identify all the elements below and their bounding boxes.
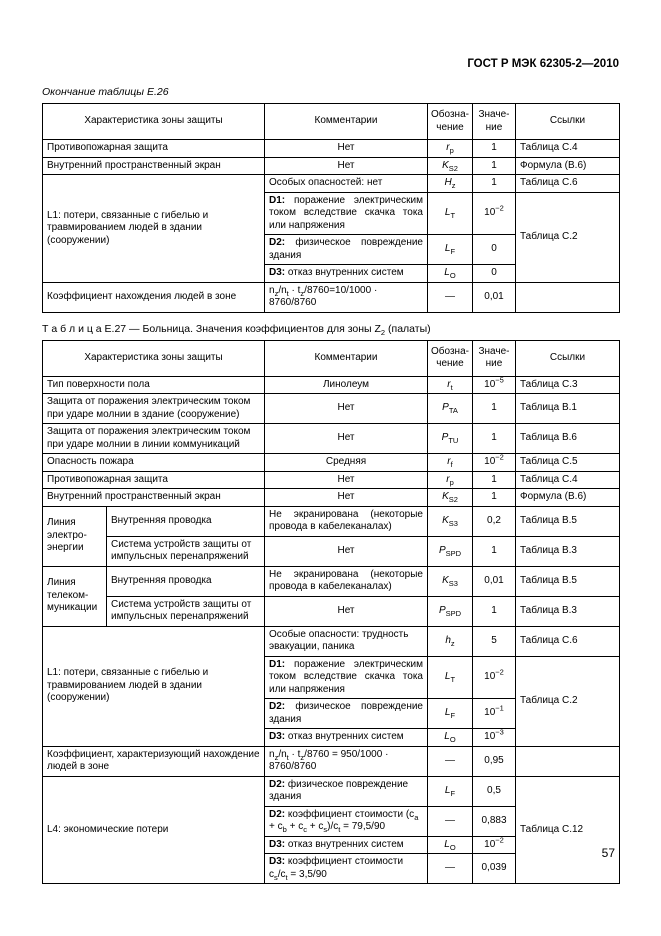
cell-designation: $P_{TU}$ [428, 424, 473, 454]
cell-reference: Таблица С.4 [516, 140, 620, 158]
cell-comment: Нет [265, 471, 428, 489]
cell-designation: $L_F$ [428, 235, 473, 265]
cell-value: 0,01 [473, 566, 516, 596]
table-row [43, 566, 620, 596]
cell-designation: $K_{S2}$ [428, 157, 473, 175]
cell-reference: Таблица В.3 [516, 536, 620, 566]
table-e26-end [42, 103, 620, 313]
cell-comment: Нет [265, 596, 428, 626]
cell-characteristic: Защита от поражения электрическим током при ударе молнии в здание (сооружение) [43, 394, 265, 424]
cell-designation: $L_F$ [428, 776, 473, 806]
cell-designation: $L_O$ [428, 729, 473, 747]
table-row [43, 489, 620, 507]
cell-designation: — [428, 806, 473, 836]
cell-value: $10^{-3}$ [473, 729, 516, 747]
cell-value: 0 [473, 265, 516, 283]
cell-value: 1 [473, 394, 516, 424]
cell-designation: $r_p$ [428, 140, 473, 158]
table-row [43, 140, 620, 158]
cell-value: 1 [473, 489, 516, 507]
column-header-characteristic: Характеристика зоны защиты [43, 104, 265, 140]
cell-comment: D2: физическое повреждение здания [265, 699, 428, 729]
table-e27-caption: Т а б л и ц а Е.27 — Больница. Значения коэффициентов для зоны $Z_2$ (палаты) [42, 322, 431, 337]
cell-value: $10^{-5}$ [473, 376, 516, 394]
table-row [43, 454, 620, 472]
cell-reference: Таблица В.1 [516, 394, 620, 424]
table-row [43, 506, 620, 536]
cell-comment: Нет [265, 140, 428, 158]
cell-comment: Нет [265, 157, 428, 175]
cell-comment: Нет [265, 536, 428, 566]
column-header-characteristic: Характеристика зоны защиты [43, 340, 265, 376]
cell-designation: $H_z$ [428, 175, 473, 193]
cell-comment: Нет [265, 394, 428, 424]
cell-reference: Формула (В.6) [516, 157, 620, 175]
cell-reference: Таблица С.6 [516, 175, 620, 193]
cell-designation: $P_{SPD}$ [428, 536, 473, 566]
cell-characteristic-l4: L4: экономические потери [43, 776, 265, 884]
column-header-designation: Обозна-чение [428, 104, 473, 140]
cell-comment: D2: физическое повреждение здания [265, 776, 428, 806]
cell-value: 1 [473, 140, 516, 158]
cell-reference: Таблица В.5 [516, 566, 620, 596]
table-row [43, 596, 620, 626]
cell-value: $10^{-2}$ [473, 656, 516, 699]
cell-reference: Таблица С.5 [516, 454, 620, 472]
cell-value: 1 [473, 536, 516, 566]
table-row [43, 471, 620, 489]
cell-comment: Средняя [265, 454, 428, 472]
table-header-row [43, 104, 620, 140]
cell-comment: D3: отказ внутренних систем [265, 265, 428, 283]
cell-designation: $K_{S3}$ [428, 506, 473, 536]
cell-designation: $P_{TA}$ [428, 394, 473, 424]
cell-comment: Особых опасностей: нет [265, 175, 428, 193]
cell-comment: D3: отказ внутренних систем [265, 836, 428, 854]
column-header-designation: Обозна-чение [428, 340, 473, 376]
cell-designation: $K_{S3}$ [428, 566, 473, 596]
cell-value: 0,2 [473, 506, 516, 536]
cell-sub-characteristic: Система устройств защиты от импульсных перенапряжений [107, 596, 265, 626]
cell-characteristic: Коэффициент, характеризующий нахождение людей в зоне [43, 746, 265, 776]
cell-reference: Таблица С.6 [516, 626, 620, 656]
table-row [43, 282, 620, 312]
cell-comment: Линолеум [265, 376, 428, 394]
cell-reference: Таблица С.2 [516, 192, 620, 282]
cell-comment: Не экранирована (некоторые провода в кабелеканалах) [265, 566, 428, 596]
cell-characteristic: Опасность пожара [43, 454, 265, 472]
cell-characteristic: Противопожарная защита [43, 471, 265, 489]
cell-characteristic: Защита от поражения электрическим током при ударе молнии в линии коммуникаций [43, 424, 265, 454]
table-row [43, 424, 620, 454]
column-header-comments: Комментарии [265, 340, 428, 376]
cell-comment: $n_z/n_t \cdot t_z/8760=10/1000 \cdot 8760/8760$ [265, 282, 428, 312]
cell-designation: $L_F$ [428, 699, 473, 729]
table-row [43, 776, 620, 806]
cell-designation: $L_T$ [428, 656, 473, 699]
table-row [43, 376, 620, 394]
table-header-row [43, 340, 620, 376]
cell-characteristic: Коэффициент нахождения людей в зоне [43, 282, 265, 312]
table-row [43, 626, 620, 656]
cell-comment: Не экранирована (некоторые провода в кабелеканалах) [265, 506, 428, 536]
cell-value: $10^{-1}$ [473, 699, 516, 729]
cell-reference: Таблица С.2 [516, 656, 620, 746]
cell-reference: Таблица С.12 [516, 776, 620, 884]
table-e26-continuation-label: Окончание таблицы Е.26 [42, 86, 169, 98]
cell-value: 0,95 [473, 746, 516, 776]
cell-characteristic: Противопожарная защита [43, 140, 265, 158]
cell-designation: $K_{S2}$ [428, 489, 473, 507]
cell-designation: $L_O$ [428, 836, 473, 854]
cell-comment: D3: отказ внутренних систем [265, 729, 428, 747]
cell-reference: Таблица В.6 [516, 424, 620, 454]
cell-reference: Таблица С.3 [516, 376, 620, 394]
cell-value: $10^{-2}$ [473, 836, 516, 854]
cell-comment: D2: коэффициент стоимости $(c_a + c_b + c_c + c_s)/c_t = 79,5/90$ [265, 806, 428, 836]
cell-group-telecom-line: Линия телеком-муникации [43, 566, 107, 626]
cell-value: 1 [473, 175, 516, 193]
table-e27 [42, 340, 620, 885]
cell-comment: D1: поражение электрическим током вследствие скачка тока или напряжения [265, 192, 428, 235]
cell-comment: Особые опасности: трудность эвакуации, паника [265, 626, 428, 656]
cell-characteristic-l1: L1: потери, связанные с гибелью и травмированием людей в здании (сооружении) [43, 175, 265, 283]
column-header-comments: Комментарии [265, 104, 428, 140]
cell-value: 1 [473, 157, 516, 175]
cell-reference: Таблица В.5 [516, 506, 620, 536]
table-row [43, 157, 620, 175]
table-row [43, 394, 620, 424]
cell-designation: $r_t$ [428, 376, 473, 394]
cell-reference: Таблица С.4 [516, 471, 620, 489]
cell-value: 0,01 [473, 282, 516, 312]
cell-comment: D3: коэффициент стоимости $c_s/c_t = 3,5/90$ [265, 854, 428, 884]
page-number: 57 [601, 846, 615, 860]
table-row [43, 536, 620, 566]
cell-comment: $n_z/n_t \cdot t_z/8760 = 950/1000 \cdot 8760/8760$ [265, 746, 428, 776]
cell-value: 0,883 [473, 806, 516, 836]
cell-designation: $r_f$ [428, 454, 473, 472]
cell-characteristic: Внутренний пространственный экран [43, 489, 265, 507]
cell-designation: — [428, 854, 473, 884]
cell-group-power-line: Линия электро-энергии [43, 506, 107, 566]
cell-reference [516, 282, 620, 312]
cell-designation: $L_O$ [428, 265, 473, 283]
cell-value: 1 [473, 424, 516, 454]
cell-comment: Нет [265, 489, 428, 507]
cell-characteristic: Внутренний пространственный экран [43, 157, 265, 175]
cell-value: $10^{-2}$ [473, 192, 516, 235]
cell-designation: $r_p$ [428, 471, 473, 489]
table-row [43, 746, 620, 776]
cell-sub-characteristic: Внутренняя проводка [107, 506, 265, 536]
cell-value: 0,039 [473, 854, 516, 884]
cell-value: $10^{-2}$ [473, 454, 516, 472]
cell-characteristic-l1: L1: потери, связанные с гибелью и травмированием людей в здании (сооружении) [43, 626, 265, 746]
cell-characteristic: Тип поверхности пола [43, 376, 265, 394]
cell-sub-characteristic: Внутренняя проводка [107, 566, 265, 596]
cell-sub-characteristic: Система устройств защиты от импульсных перенапряжений [107, 536, 265, 566]
cell-reference [516, 746, 620, 776]
cell-comment: Нет [265, 424, 428, 454]
document-code: ГОСТ Р МЭК 62305-2—2010 [467, 58, 619, 70]
cell-value: 0 [473, 235, 516, 265]
cell-designation: $P_{SPD}$ [428, 596, 473, 626]
cell-value: 1 [473, 471, 516, 489]
cell-comment: D2: физическое повреждение здания [265, 235, 428, 265]
cell-designation: — [428, 746, 473, 776]
column-header-references: Ссылки [516, 340, 620, 376]
cell-reference: Формула (В.6) [516, 489, 620, 507]
cell-designation: — [428, 282, 473, 312]
cell-comment: D1: поражение электрическим током вследствие скачка тока или напряжения [265, 656, 428, 699]
column-header-references: Ссылки [516, 104, 620, 140]
cell-designation: $h_z$ [428, 626, 473, 656]
column-header-value: Значе-ние [473, 104, 516, 140]
cell-value: 5 [473, 626, 516, 656]
cell-designation: $L_T$ [428, 192, 473, 235]
cell-value: 0,5 [473, 776, 516, 806]
table-row [43, 175, 620, 193]
cell-value: 1 [473, 596, 516, 626]
column-header-value: Значе-ние [473, 340, 516, 376]
cell-reference: Таблица В.3 [516, 596, 620, 626]
